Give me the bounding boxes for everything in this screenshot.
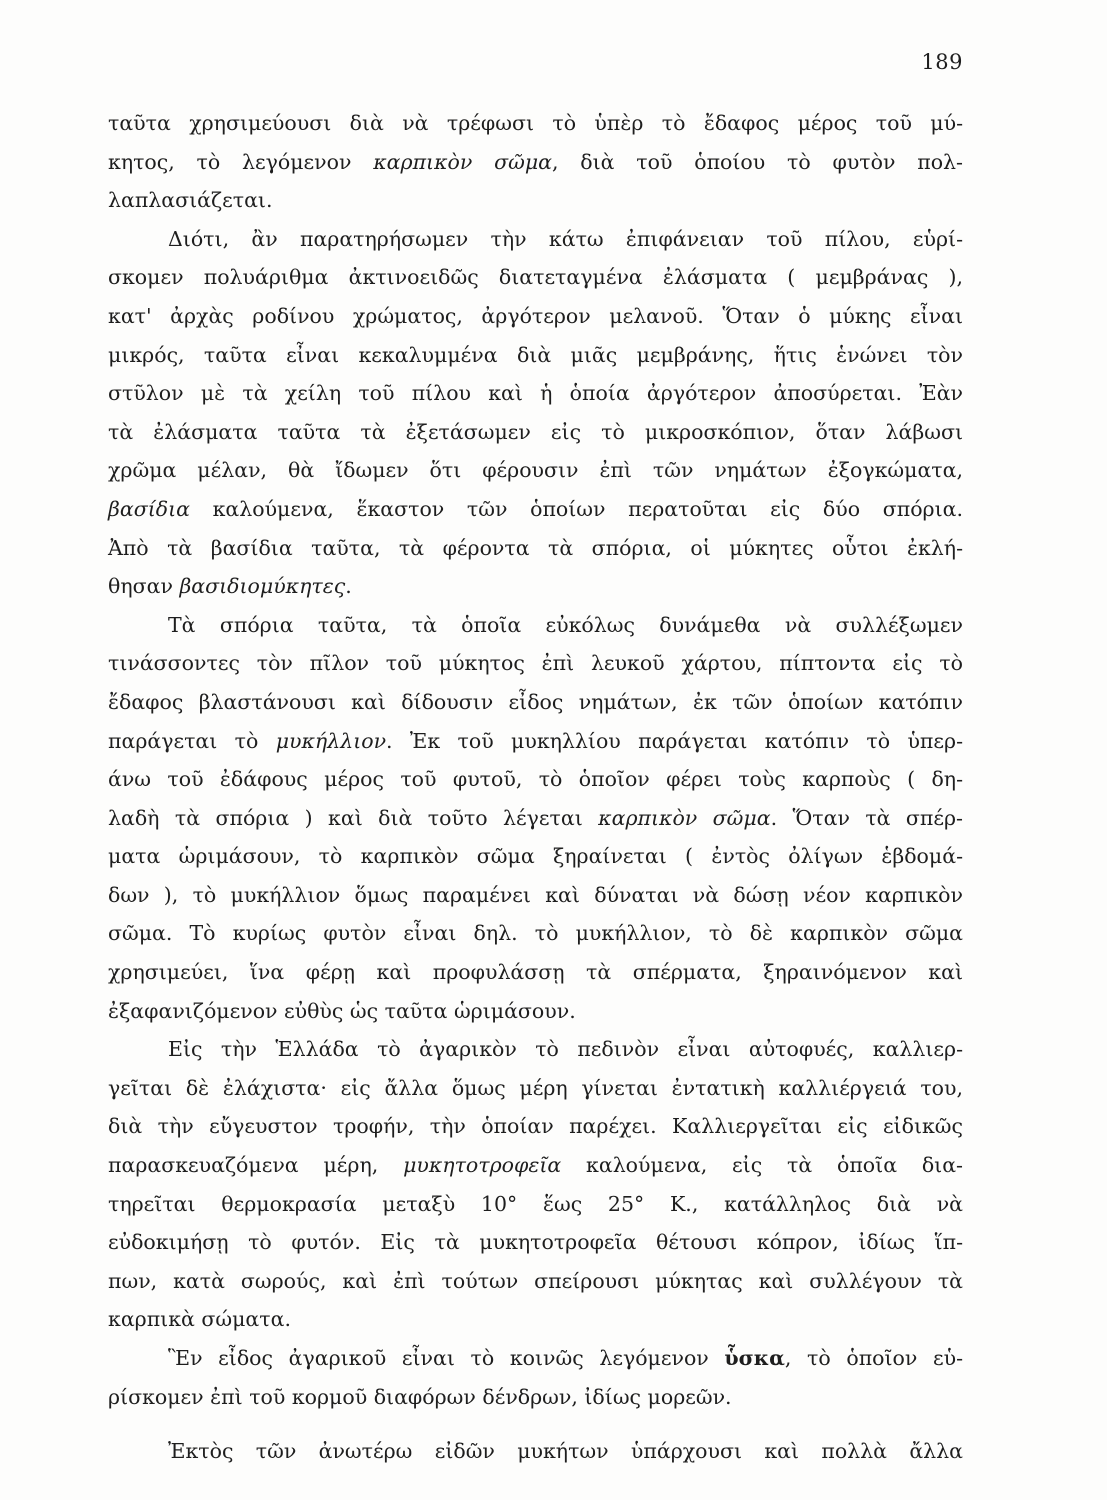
text-line: Εἰς τὴν Ἑλλάδα τὸ ἀγαρικὸν τὸ πεδινὸν εἶναι αὐτοφυές, καλλιερ-: [168, 1037, 963, 1062]
text-line: κητος, τὸ λεγόμενον καρπικὸν σῶμα, διὰ τοῦ ὁποίου τὸ φυτὸν πολ-: [108, 149, 963, 174]
text-line: Ἓν εἶδος ἀγαρικοῦ εἶναι τὸ κοινῶς λεγόμενον ὗσκα, τὸ ὁποῖον εὑ-: [168, 1346, 963, 1370]
text-line: Τὰ σπόρια ταῦτα, τὰ ὁποῖα εὐκόλως δυνάμεθα νὰ συλλέξωμεν: [168, 612, 963, 637]
text-line: κατ' ἀρχὰς ροδίνου χρώματος, ἀργότερον μελανοῦ. Ὅταν ὁ μύκης εἶναι: [108, 303, 963, 328]
text-line: βασίδια καλούμενα, ἕκαστον τῶν ὁποίων περατοῦται εἰς δύο σπόρια.: [108, 496, 963, 521]
text-line: ματα ὡριμάσουν, τὸ καρπικὸν σῶμα ξηραίνεται ( ἐντὸς ὀλίγων ἑβδομά-: [108, 844, 963, 869]
text-line: τηρεῖται θερμοκρασία μεταξὺ 10° ἕως 25° Κ., κατάλληλος διὰ νὰ: [108, 1191, 963, 1216]
bold-term: ὗσκα: [724, 1346, 785, 1370]
text-line: παράγεται τὸ μυκήλλιον. Ἐκ τοῦ μυκηλλίου παράγεται κατόπιν τὸ ὑπερ-: [108, 728, 963, 753]
text-line: λαπλασιάζεται.: [108, 188, 273, 213]
text-line: μικρός, ταῦτα εἶναι κεκαλυμμένα διὰ μιᾶς μεμβράνης, ἥτις ἑνώνει τὸν: [108, 342, 963, 367]
text-line: παρασκευαζόμενα μέρη, μυκητοτροφεῖα καλούμενα, εἰς τὰ ὁποῖα δια-: [108, 1153, 963, 1178]
text-line: σκομεν πολυάριθμα ἀκτινοειδῶς διατεταγμένα ἐλάσματα ( μεμβράνας ),: [108, 265, 963, 290]
text-line: ἐξαφανιζόμενον εὐθὺς ὡς ταῦτα ὡριμάσουν.: [108, 998, 576, 1023]
text-line: θησαν βασιδιομύκητες.: [108, 574, 352, 599]
text-line: καρπικὰ σώματα.: [108, 1307, 291, 1332]
emphasis-term: καρπικὸν σῶμα: [598, 805, 771, 830]
text-line: χρῶμα μέλαν, θὰ ἴδωμεν ὅτι φέρουσιν ἐπὶ τῶν νημάτων ἐξογκώματα,: [108, 458, 963, 483]
body-text: [108, 104, 963, 1471]
text-line: ταῦτα χρησιμεύουσι διὰ νὰ τρέφωσι τὸ ὑπὲρ τὸ ἔδαφος μέρος τοῦ μύ-: [108, 111, 963, 135]
emphasis-term: καρπικὸν σῶμα: [373, 149, 552, 174]
text-line: δων ), τὸ μυκήλλιον ὅμως παραμένει καὶ δύναται νὰ δώσῃ νέον καρπικὸν: [108, 882, 963, 907]
text-line: λαδὴ τὰ σπόρια ) καὶ διὰ τοῦτο λέγεται καρπικὸν σῶμα. Ὅταν τὰ σπέρ-: [108, 805, 963, 830]
text-line: σῶμα. Τὸ κυρίως φυτὸν εἶναι δηλ. τὸ μυκήλλιον, τὸ δὲ καρπικὸν σῶμα: [108, 921, 963, 946]
emphasis-term: μυκητοτροφεῖα: [403, 1153, 562, 1178]
emphasis-term: βασίδια: [108, 496, 190, 521]
text-line: ρίσκομεν ἐπὶ τοῦ κορμοῦ διαφόρων δένδρων, ἰδίως μορεῶν.: [108, 1384, 732, 1409]
emphasis-term: βασιδιομύκητες: [179, 574, 346, 599]
text-line: διὰ τὴν εὔγευστον τροφήν, τὴν ὁποίαν παρέχει. Καλλιεργεῖται εἰς εἰδικῶς: [108, 1114, 963, 1139]
text-line: πων, κατὰ σωρούς, καὶ ἐπὶ τούτων σπείρουσι μύκητας καὶ συλλέγουν τὰ: [108, 1268, 963, 1293]
text-line: ἔδαφος βλαστάνουσι καὶ δίδουσιν εἶδος νημάτων, ἐκ τῶν ὁποίων κατόπιν: [108, 689, 963, 714]
text-line: στῦλον μὲ τὰ χείλη τοῦ πίλου καὶ ἡ ὁποία ἀργότερον ἀποσύρεται. Ἐὰν: [108, 381, 963, 406]
text-line: γεῖται δὲ ἐλάχιστα· εἰς ἄλλα ὅμως μέρη γίνεται ἐντατικὴ καλλιέργειά του,: [108, 1075, 963, 1100]
emphasis-term: μυκήλλιον: [275, 728, 387, 753]
text-line: άνω τοῦ ἐδάφους μέρος τοῦ φυτοῦ, τὸ ὁποῖον φέρει τοὺς καρποὺς ( δη-: [108, 767, 963, 792]
text-line: Διότι, ἂν παρατηρήσωμεν τὴν κάτω ἐπιφάνειαν τοῦ πίλου, εὑρί-: [168, 226, 963, 251]
page-number: 189: [921, 50, 963, 74]
text-line: τινάσσοντες τὸν πῖλον τοῦ μύκητος ἐπὶ λευκοῦ χάρτου, πίπτοντα εἰς τὸ: [108, 651, 963, 676]
text-line: χρησιμεύει, ἵνα φέρῃ καὶ προφυλάσσῃ τὰ σπέρματα, ξηραινόμενον καὶ: [108, 960, 963, 985]
text-line: Ἐκτὸς τῶν ἀνωτέρω εἰδῶν μυκήτων ὑπάρχουσι καὶ πολλὰ ἄλλα: [168, 1439, 963, 1464]
text-line: τὰ ἐλάσματα ταῦτα τὰ ἐξετάσωμεν εἰς τὸ μικροσκόπιον, ὅταν λάβωσι: [108, 419, 963, 444]
text-line: εὐδοκιμήσῃ τὸ φυτόν. Εἰς τὰ μυκητοτροφεῖα θέτουσι κόπρον, ἰδίως ἵπ-: [108, 1230, 963, 1255]
text-line: Ἀπὸ τὰ βασίδια ταῦτα, τὰ φέροντα τὰ σπόρια, οἱ μύκητες οὗτοι ἐκλή-: [108, 535, 963, 560]
paragraph-gap: [108, 1416, 963, 1432]
